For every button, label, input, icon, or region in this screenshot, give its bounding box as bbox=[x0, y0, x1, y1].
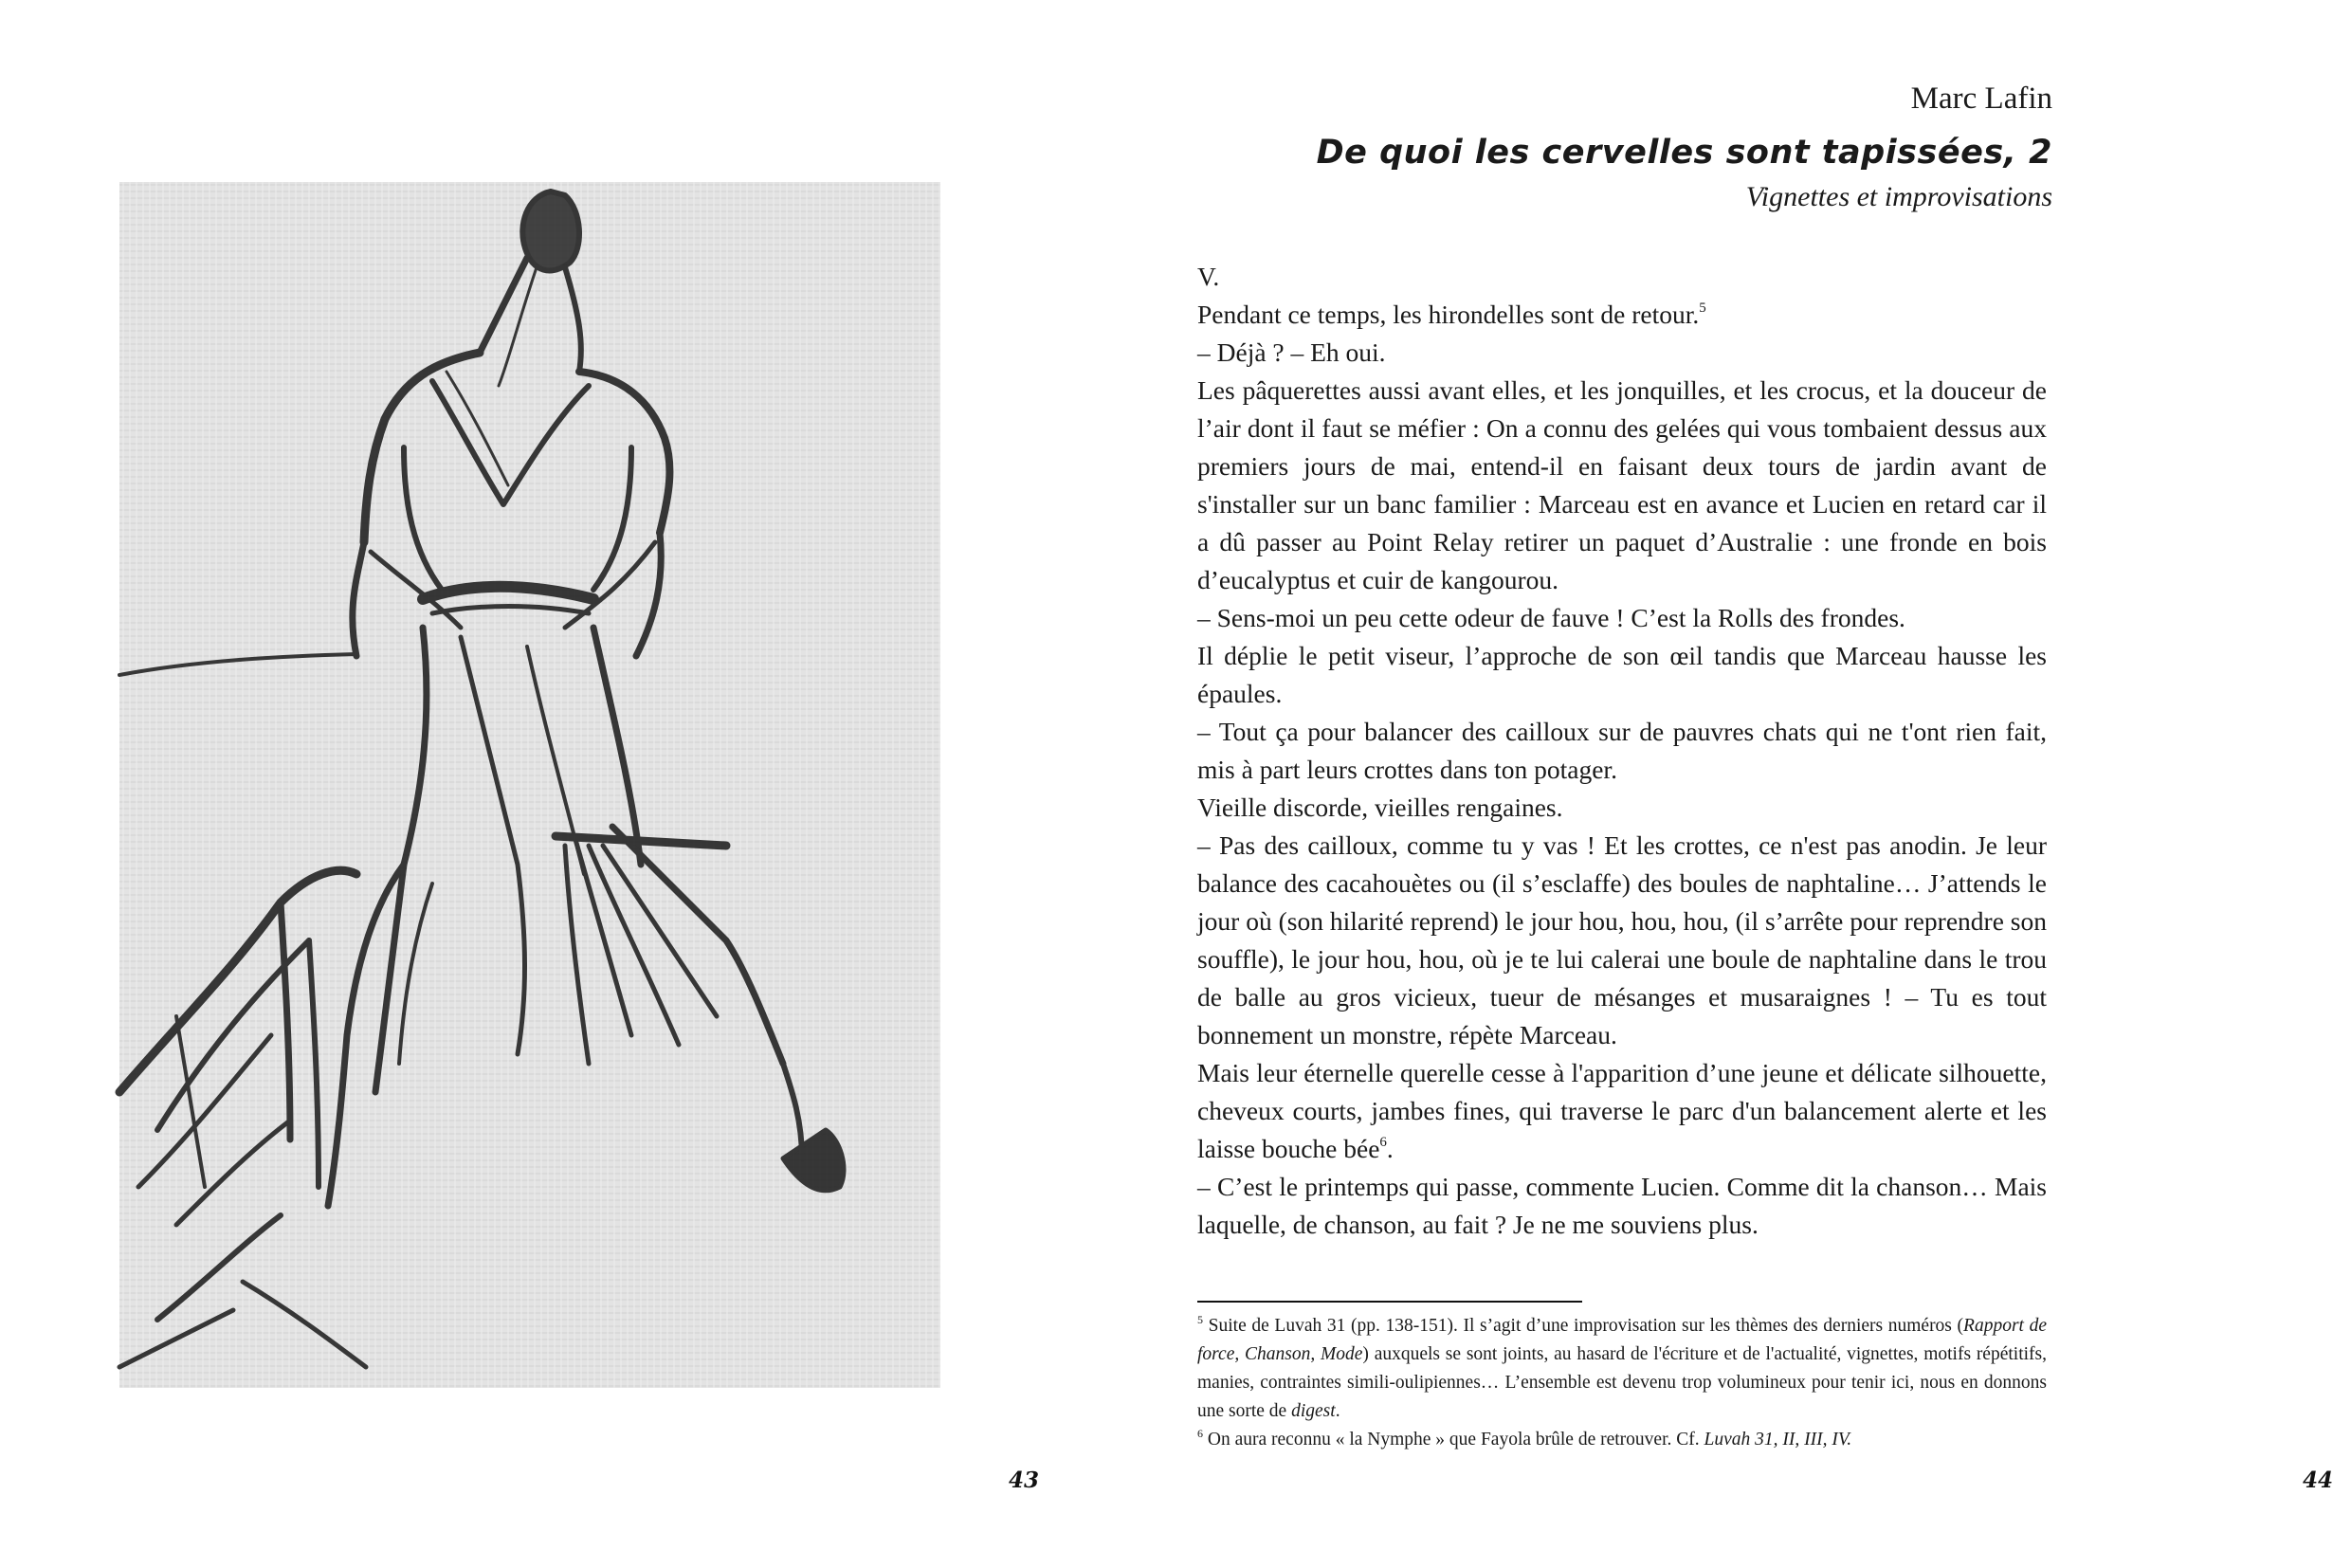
paragraph: – C’est le printemps qui passe, commente Lucien. Comme dit la chanson… Mais laquelle, de chanson, au fait ? Je ne me souviens plus. bbox=[1197, 1172, 2047, 1239]
page-number-left: 43 bbox=[1009, 1468, 1040, 1493]
illustration bbox=[119, 182, 940, 1388]
page-number-right: 44 bbox=[2303, 1468, 2333, 1493]
section-number: V. bbox=[1197, 262, 1220, 291]
paragraph: – Tout ça pour balancer des cailloux sur de pauvres chats qui ne t'ont rien fait, mis à part leurs crottes dans ton potager. bbox=[1197, 717, 2047, 784]
right-page bbox=[1108, 0, 2333, 1568]
work-subtitle: Vignettes et improvisations bbox=[1745, 181, 2052, 212]
paragraph: Vieille discorde, vieilles rengaines. bbox=[1197, 793, 1563, 822]
paragraph: Pendant ce temps, les hirondelles sont de retour.$^5$ bbox=[1197, 300, 1706, 329]
paragraph: Mais leur éternelle querelle cesse à l'apparition d’une jeune et délicate silhouette, cheveux courts, jambes fines, qui traverse le parc d'un balancement alerte et les laisse bouche bée$^6$. bbox=[1197, 1058, 2047, 1163]
left-page bbox=[0, 0, 1108, 1568]
footnote-5: $^5$ Suite de Luvah 31 (pp. 138-151). Il s’agit d’une improvisation sur les thèmes des derniers numéros (Rapport de force, Chanson, Mode) auxquels se sont joints, au hasard de l'écriture et de l'actualité, vignettes, motifs répétitifs, manies, contraintes simili-oulipiennes… L’ensemble est devenu trop volumineux pour tenir ici, nous en donnons une sorte de digest. bbox=[1197, 1313, 2048, 1421]
ink-figure-drawing-icon bbox=[119, 182, 940, 1388]
footnote-separator bbox=[1197, 1301, 1582, 1303]
work-title: De quoi les cervelles sont tapissées, 2 bbox=[1316, 134, 2052, 172]
footnote-ref: 6 bbox=[1379, 1135, 1387, 1150]
footnote-ref: 5 bbox=[1699, 301, 1706, 316]
author-name: Marc Lafin bbox=[1910, 82, 2052, 116]
footnote-6: $^6$ On aura reconnu « la Nymphe » que Fayola brûle de retrouver. Cf. Luvah 31, II, III, IV. bbox=[1197, 1427, 1852, 1449]
paragraph: – Sens-moi un peu cette odeur de fauve ! C’est la Rolls des frondes. bbox=[1197, 603, 1905, 632]
paragraph: – Déjà ? – Eh oui. bbox=[1197, 337, 1386, 367]
paragraph: Il déplie le petit viseur, l’approche de son œil tandis que Marceau hausse les épaules. bbox=[1197, 641, 2047, 708]
footnotes bbox=[1197, 1312, 2047, 1454]
paragraph: Les pâquerettes aussi avant elles, et les jonquilles, et les crocus, et la douceur de l’air dont il faut se méfier : On a connu des gelées qui vous tombaient dessus aux premiers jours de mai, entend-il en faisant deux tours de jardin avant de s'installer sur un banc familier : Marceau est en avance et Lucien en retard car il a dû passer au Point Relay retirer un paquet d’Australie : une fronde en bois d’eucalyptus et cuir de kangourou. bbox=[1197, 375, 2047, 594]
paragraph: – Pas des cailloux, comme tu y vas ! Et les crottes, ce n'est pas anodin. Je leur balance des cacahouètes ou (il s’esclaffe) des boules de naphtaline… J’attends le jour où (son hilarité reprend) le jour hou, hou, hou, (il s’arrête pour reprendre son souffle), le jour hou, hou, où je te lui calerai une boule de naphtaline dans le trou de balle au gros vicieux, tueur de mésanges et musaraignes ! – Tu es tout bonnement un monstre, répète Marceau. bbox=[1197, 830, 2047, 1049]
body-text bbox=[1197, 258, 2047, 1244]
